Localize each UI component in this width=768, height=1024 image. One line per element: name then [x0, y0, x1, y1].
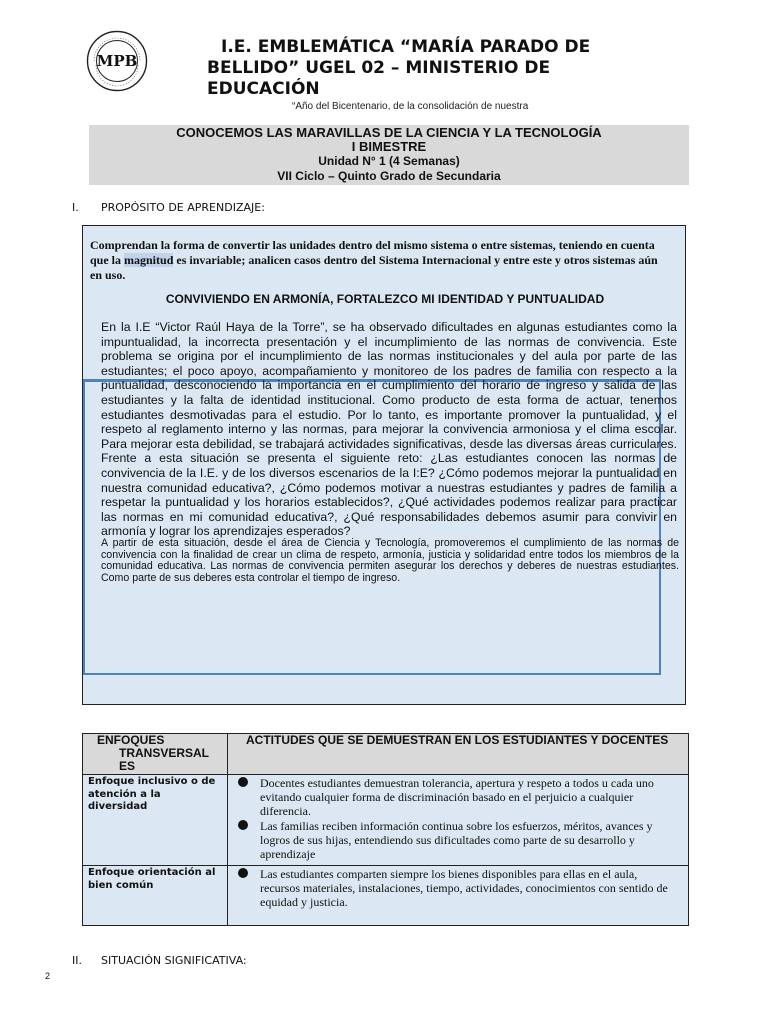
- bullet-icon: [238, 820, 248, 830]
- table-header-attitudes: ACTITUDES QUE SE DEMUESTRAN EN LOS ESTUDIANTES Y DOCENTES: [228, 734, 689, 775]
- unit-title: CONOCEMOS LAS MARAVILLAS DE LA CIENCIA Y LA TECNOLOGÍA: [176, 125, 602, 140]
- table-header-row: [83, 734, 689, 775]
- transversal-approaches-table: [82, 733, 689, 926]
- unit-number: Unidad N° 1 (4 Semanas): [318, 154, 460, 168]
- list-item: Las familias reciben información continua sobre los esfuerzos, méritos, avances y logros de sus hijas, entendiendo sus dificultades como parte de su desarrollo y aprendizaje: [235, 819, 678, 861]
- logo-letters: MPB: [96, 52, 138, 70]
- school-title-line1: I.E. EMBLEMÁTICA “MARÍA PARADO DE: [221, 37, 591, 57]
- situation-title: CONVIVIENDO EN ARMONÍA, FORTALEZCO MI IDENTIDAD Y PUNTUALIDAD: [165, 292, 605, 306]
- purpose-text-b: es invariable; analicen casos dentro del Sistema Internacional y entre este y otros sistemas aún en uso.: [90, 253, 658, 282]
- section-number: I.: [72, 201, 79, 214]
- purpose-highlight: magnitud: [124, 253, 174, 267]
- approach-name: Enfoque orientación al bien común: [83, 866, 228, 926]
- approach-attitudes: [228, 866, 689, 926]
- cycle-grade: VII Ciclo – Quinto Grado de Secundaria: [277, 169, 501, 183]
- learning-purpose: [90, 238, 670, 283]
- unit-banner: [89, 125, 689, 185]
- list-item: Las estudiantes comparten siempre los bienes disponibles para ellas en el aula, recursos materiales, instalaciones, tiempo, actividades, conocimientos con sentido de equidad y justicia.: [235, 867, 678, 909]
- situation-paragraph-1: En la I.E “Victor Raúl Haya de la Torre”, se ha observado dificultades en algunas estudiantes como la impuntualidad, la incorrecta presentación y el incumplimiento de las normas de convivencia. Este problema se origina por el incumplimiento de las normas institucionales y del aula por parte de las estudiantes; el poco apoyo, acompañamiento y monitoreo de los padres de familia con respecto a la puntualidad, desconociendo la importancia en el cumplimiento del horario de ingreso y salida de las estudiantes y la falta de identidad institucional. Como producto de esta forma de actuar, tenemos estudiantes desmotivadas para el estudio. Por lo tanto, es importante promover la puntualidad, y el respeto al reglamento interno y las normas, para mejorar la convivencia armoniosa y el clima escolar. Para mejorar esta debilidad, se trabajará actividades significativas, desde las diversas áreas curriculares. Frente a esta situación se presenta el siguiente reto: ¿Las estudiantes conocen las normas de convivencia de la I.E. y de los diversos escenarios de la I:E? ¿Cómo podemos mejorar la puntualidad en nuestra comunidad educativa?, ¿Cómo podemos motivar a nuestras estudiantes y padres de familia a respetar la puntualidad y los horarios establecidos?, ¿Qué actividades podemos realizar para practicar las normas en mi comunidad educativa?, ¿Qué responsabilidades debemos asumir para convivir en armonía y lograr los aprendizajes esperados?: [101, 320, 677, 539]
- approach-name: Enfoque inclusivo o de atención a la diversidad: [83, 775, 228, 866]
- list-item: Docentes estudiantes demuestran tolerancia, apertura y respeto a todos u cada uno evitando cualquier forma de discriminación basado en el perjuicio a cualquier diferencia.: [235, 776, 678, 818]
- purpose-text-a: Comprendan la forma de convertir las unidades dentro del mismo sistema o entre sistemas, teniendo en cuenta que la: [90, 238, 655, 267]
- situation-paragraph-2: A partir de esta situación, desde el área de Ciencia y Tecnología, promoveremos el cumplimiento de las normas de convivencia con la finalidad de crear un clima de respeto, armonía, justicia y solidaridad entre todos los miembros de la comunidad educativa. Las normas de convivencia permiten asegurar los derechos y deberes de nuestras estudiantes. Como parte de sus deberes esta controlar el tiempo de ingreso.: [101, 537, 679, 584]
- table-row: [83, 775, 689, 866]
- page-number: 2: [45, 971, 51, 981]
- school-seal-logo: [86, 30, 148, 92]
- purpose-box: [82, 225, 686, 705]
- school-title-line3: EDUCACIÓN: [207, 79, 320, 99]
- section-number: II.: [72, 954, 82, 967]
- bullet-icon: [238, 868, 248, 878]
- school-title: [207, 37, 607, 100]
- bullet-icon: [238, 777, 248, 787]
- school-title-line2: BELLIDO” UGEL 02 – MINISTERIO DE: [207, 58, 551, 78]
- bimester-label: I BIMESTRE: [351, 139, 427, 154]
- table-header-approaches: ENFOQUES TRANSVERSAL ES: [83, 734, 228, 775]
- year-motto: “Año del Bicentenario, de la consolidación de nuestra: [292, 101, 529, 111]
- table-row: [83, 866, 689, 926]
- section-title: SITUACIÓN SIGNIFICATIVA:: [101, 954, 247, 967]
- approach-attitudes: [228, 775, 689, 866]
- section-title: PROPÓSITO DE APRENDIZAJE:: [101, 201, 265, 214]
